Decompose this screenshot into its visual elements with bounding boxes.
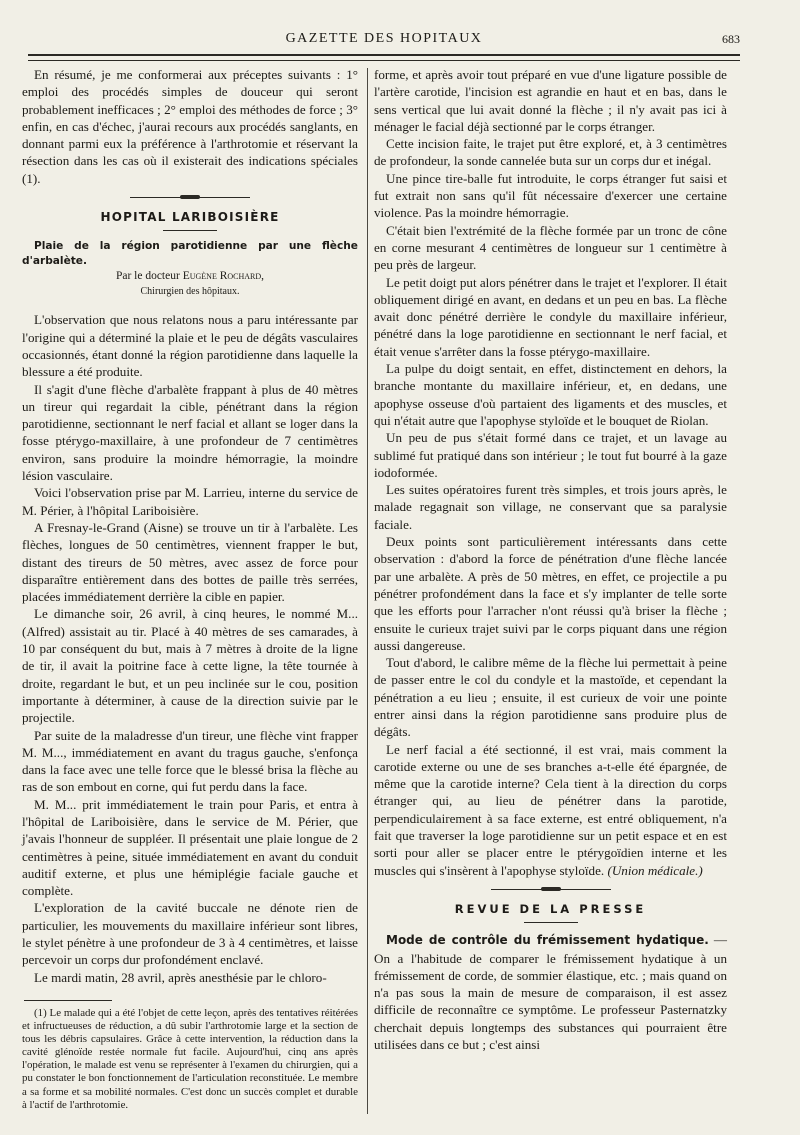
paragraph: Le mardi matin, 28 avril, après anesthésie par le chloro- bbox=[34, 969, 327, 985]
right-column bbox=[374, 66, 727, 1053]
paragraph bbox=[374, 931, 727, 1053]
paragraph-text: Le nerf facial a été sectionné, il est vrai, mais comment la carotide externe ou une de ses branches a-t-elle été épargnée, de même que la carotide interne? Cela tient à la direction du corps étranger qui, au lieu de pénétrer dans la parotide, perpendiculairement à sa face externe, est entré obliquement, n'a fait que traverser la loge parotidienne sur un petit espace et en est sorti pour aller se placer entre le ptérygoïdien interne et les muscles qui s'insèrent à l'apophyse styloïde. bbox=[374, 741, 727, 878]
paragraph: Les suites opératoires furent très simples, et trois jours après, le malade regagnait son village, ne conservant que sa paralysie faciale. bbox=[374, 482, 727, 532]
byline-author: Eugène Rochard, bbox=[182, 270, 265, 283]
paragraph: Cette incision faite, le trajet put être exploré, et, à 3 centimètres de profondeur, la sonde cannelée buta sur un corps dur et inégal. bbox=[374, 136, 727, 169]
paragraph: En résumé, je me conformerai aux préceptes suivants : 1° emploi des procédés simples de douceur qui seront probablement inefficaces ; 2° emploi des méthodes de force ; 3° enfin, en cas d'échec, j'aurai recours aux procédés sanglants, en donnant parmi eux la préférence à l'arthrotomie et réservant la résection dans les cas où il existerait des indications spéciales (1). bbox=[22, 67, 358, 186]
byline-role: Chirurgien des hôpitaux. bbox=[140, 286, 240, 298]
paragraph: A Fresnay-le-Grand (Aisne) se trouve un tir à l'arbalète. Les flèches, longues de 50 centimètres, viennent frapper le but, distant des tireurs de 50 mètres, avec assez de force pour disparaître entièrement dans des bottes de paille très serrées, placées immédiatement derrière la cible en papier. bbox=[22, 519, 358, 605]
paragraph: Tout d'abord, le calibre même de la flèche lui permettait à peine de passer entre le col du condyle et la mastoïde, et cependant la pénétration a eu lieu ; ensuite, il est curieux de voir une pointe entrer ainsi dans la région parotidienne sans produire plus de dégâts. bbox=[374, 655, 727, 740]
section-rule bbox=[163, 230, 217, 231]
paragraph: La pulpe du doigt sentait, en effet, distinctement en dehors, la branche montante du maxillaire inférieur, et, en dedans, une apophyse osseuse d'où partaient des ligaments et des muscles, et qui n'était autre que l'apophyse styloïde et le bouquet de Riolan. bbox=[374, 361, 727, 428]
paragraph: Le dimanche soir, 26 avril, à cinq heures, le nommé M... (Alfred) assistait au tir. Placé à 40 mètres de ses camarades, à 10 par conséquent du but, mais à 7 mètres à droite de la ligne de tir, il avait la poitrine face à cette ligne, la tête tournée à droite, regardant le but, et un peu inclinée sur le cou, position importante à déterminer, à cause de la direction suivie par le projectile. bbox=[22, 606, 358, 726]
header-rule-thick bbox=[28, 54, 740, 56]
byline-prefix: Par le docteur bbox=[115, 270, 183, 283]
column-divider bbox=[367, 68, 368, 1114]
paragraph: forme, et après avoir tout préparé en vue d'une ligature possible de l'artère carotide, l'incision est agrandie en haut et en bas, dans le sens vertical que lui avait donné la flèche ; il n'y avait pas ici à ménager le facial déjà sectionné par le corps étranger. bbox=[374, 67, 727, 134]
paragraph: Le petit doigt put alors pénétrer dans le trajet et l'explorer. Il était obliquement dirigé en avant, en dedans et un peu en bas. La flèche avait donc pénétré derrière le condyle du maxillaire inférieur, pénétré dans la loge parotidienne en sectionnant le nerf facial, et était venue s'arrêter dans la fosse ptérygo-maxillaire. bbox=[374, 274, 727, 359]
left-column bbox=[22, 66, 358, 1112]
paragraph: Deux points sont particulièrement intéressants dans cette observation : d'abord la force de pénétration d'une flèche lancée par une arbalète. A près de 50 mètres, en effet, ce projectile a pu pénétrer profondément dans la face et s'y implanter de telle sorte que les efforts pour l'arracher n'ont réussi qu'à briser la flèche ; ensuite le curieux trajet suivi par le corps piquant dans une région aussi dangereuse. bbox=[374, 534, 727, 653]
article-lead: Mode de contrôle du frémissement hydatique. bbox=[386, 933, 709, 948]
paragraph bbox=[374, 741, 727, 879]
paragraph: Un peu de pus s'était formé dans ce trajet, et un lavage au sublimé fut pratiqué dans son intérieur ; le tout fut bourré à la gaze iodoformée. bbox=[374, 430, 727, 480]
article-title: Plaie de la région parotidienne par une flèche d'arbalète. bbox=[22, 240, 358, 268]
page-header bbox=[28, 30, 740, 50]
paragraph: Une pince tire-balle fut introduite, le corps étranger fut saisi et fut extrait non sans qu'il fût nécessaire d'exercer une certaine violence. Pas la moindre hémorragie. bbox=[374, 170, 727, 221]
paragraph: Voici l'observation prise par M. Larrieu, interne du service de M. Périer, à l'hôpital Lariboisière. bbox=[22, 485, 358, 518]
section-title: HOPITAL LARIBOISIÈRE bbox=[100, 210, 280, 225]
paragraph: L'observation que nous relatons nous a paru intéressante par l'origine qui a déterminé la plaie et le peu de dégâts vasculaires occasionnés, étant donné la région parotidienne dans laquelle la blessure a été produite. bbox=[22, 312, 358, 380]
byline bbox=[22, 269, 358, 284]
paragraph: Par suite de la maladresse d'un tireur, une flèche vint frapper M. M..., immédiatement en avant du tragus gauche, s'enfonça dans la face avec une telle force que le blessé brisa la flèche au ras de son embout en corne, qui fut perdu dans la face. bbox=[22, 727, 358, 795]
paragraph: L'exploration de la cavité buccale ne dénote rien de particulier, les mouvements du maxillaire inférieur sont libres, le stylet pénètre à une profondeur de 3 à 4 centimètres, et laisse percevoir un corps dur profondément enclavé. bbox=[22, 900, 358, 968]
section-rule bbox=[524, 922, 578, 923]
ornament-divider bbox=[491, 886, 611, 893]
footnote: (1) Le malade qui a été l'objet de cette leçon, après des tentatives réitérées et infructueuses de réduction, a dû subir l'arthrotomie large et la section de tous les débris capsulaires. Grâce à cette intervention, la réduction dans la cavité glénoïde restée normale fut facile. Aujourd'hui, cinq ans après l'opération, le malade est venu se représenter à l'examen du chirurgien, qui a pu constater le bon fonctionnement de l'articulation reconstituée. Le membre a sa forme et sa mobilité normales. C'est donc un succès complet et durable à l'actif de l'arthrotomie. bbox=[22, 1006, 358, 1111]
page-number: 683 bbox=[722, 32, 740, 46]
header-rule-thin bbox=[28, 60, 740, 61]
section-title: REVUE DE LA PRESSE bbox=[454, 901, 647, 916]
paragraph: C'était bien l'extrémité de la flèche formée par un tronc de cône en corne mesurant 4 centimètres de longueur sur 1 centimètre à peu près de largeur. bbox=[374, 222, 727, 273]
paragraph-text: — On a l'habitude de comparer le frémissement hydatique à un frémissement de corde, de sommier élastique, etc. ; mais quand on n'a pas sous la main de mesure de comparaison, il est assez difficile de reconnaître ce symptôme. Le professeur Pasternatzky cherchait depuis longtemps des substances qui pourraient être utilisées dans ce but ; c'est ainsi bbox=[374, 932, 728, 1053]
paragraph: Il s'agit d'une flèche d'arbalète frappant à plus de 40 mètres un tireur qui regardait la cible, pénétrant dans la région parotidienne, sectionnant le nerf facial et allant se loger dans la fosse ptérygo-maxillaire, à une profondeur de 7 centimètres environ, sans produire la moindre hémorragie, la moindre lésion vasculaire. bbox=[22, 381, 358, 484]
source-citation: (Union médicale.) bbox=[607, 862, 703, 878]
footnote-rule bbox=[24, 1000, 112, 1001]
journal-title: GAZETTE DES HOPITAUX bbox=[285, 31, 483, 46]
ornament-divider bbox=[130, 194, 250, 201]
paragraph: M. M... prit immédiatement le train pour Paris, et entra à l'hôpital de Lariboisière, dans le service de M. Périer, que j'avais l'honneur de suppléer. Il présentait une plaie longue de 2 centimètres à peine, située immédiatement en avant du conduit auditif externe, et plus une hémiplégie faciale gauche et complète. bbox=[22, 796, 358, 899]
